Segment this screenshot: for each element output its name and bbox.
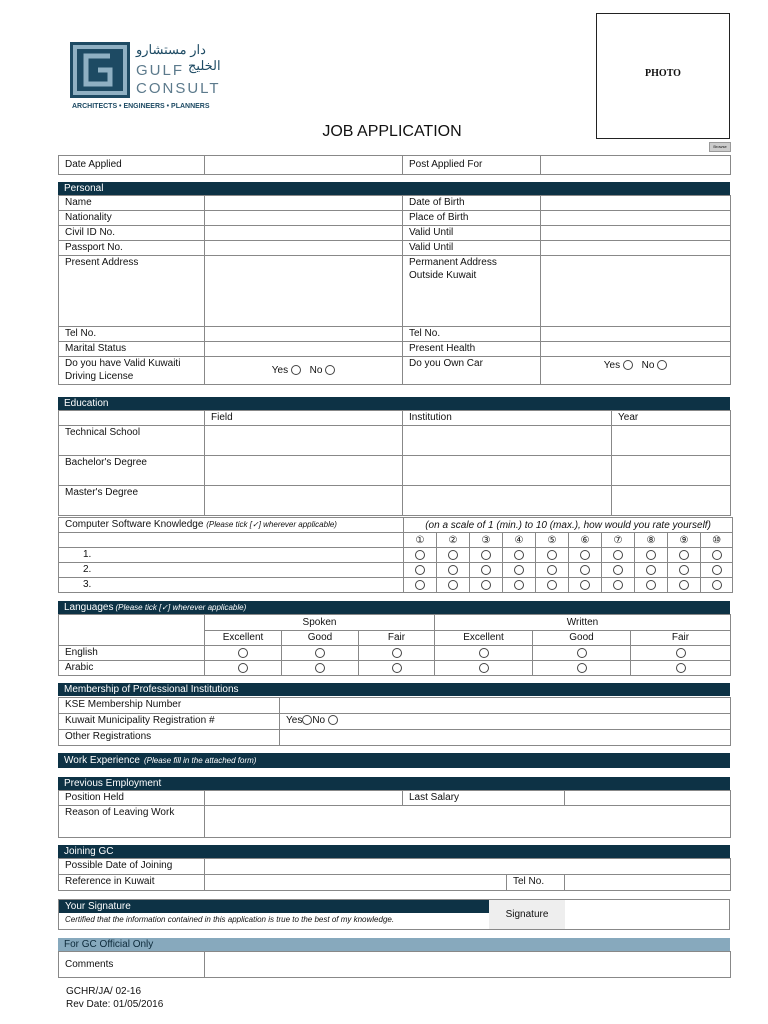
proficiency-cell [205, 646, 282, 661]
proficiency-radio[interactable] [392, 648, 402, 658]
salary-input[interactable] [565, 791, 731, 806]
driving-yes-radio[interactable] [291, 365, 301, 375]
joining-header: Joining GC [58, 845, 730, 858]
position-input[interactable] [205, 791, 403, 806]
proficiency-cell [359, 646, 435, 661]
proficiency-cell [205, 661, 282, 676]
car-no-radio[interactable] [657, 360, 667, 370]
no-label: No [309, 365, 323, 376]
rating-radio[interactable] [547, 550, 557, 560]
proficiency-cell [533, 661, 631, 676]
edu-row-label: Master's Degree [59, 486, 205, 516]
form-code: GCHR/JA/ 02-16 [66, 986, 142, 997]
rating-radio[interactable] [646, 580, 656, 590]
rating-cell [701, 578, 733, 593]
name-input[interactable] [205, 196, 403, 211]
rating-radio[interactable] [448, 550, 458, 560]
dob-input[interactable] [541, 196, 731, 211]
rating-radio[interactable] [448, 580, 458, 590]
pob-label: Place of Birth [403, 211, 541, 226]
scale-number: ⑨ [668, 533, 701, 548]
proficiency-radio[interactable] [315, 648, 325, 658]
own-car-label: Do you Own Car [403, 357, 541, 385]
language-label: English [59, 646, 205, 661]
languages-note: (Please tick [✓] wherever applicable) [115, 603, 247, 612]
joining-table [58, 858, 731, 891]
personal-header: Personal [58, 182, 730, 195]
education-table [58, 410, 731, 516]
rating-radio[interactable] [580, 565, 590, 575]
rating-cell [470, 548, 503, 563]
passport-label: Passport No. [59, 241, 205, 256]
education-header: Education [58, 397, 730, 410]
proficiency-level: Fair [631, 630, 731, 646]
bach-year-input[interactable] [612, 456, 731, 486]
software-row-label: 3. [59, 578, 404, 593]
software-note: (Please tick [✓] wherever applicable) [206, 520, 337, 529]
rating-radio[interactable] [514, 550, 524, 560]
marital-input[interactable] [205, 342, 403, 357]
rating-cell [701, 548, 733, 563]
languages-table [58, 614, 731, 676]
membership-table [58, 697, 731, 746]
scale-number: ⑩ [701, 533, 733, 548]
no-label: No [641, 360, 655, 371]
kse-input[interactable] [280, 698, 731, 714]
comments-label: Comments [59, 952, 205, 978]
work-experience-note: (Please fill in the attached form) [143, 756, 257, 765]
tel-label-2: Tel No. [403, 327, 541, 342]
nationality-input[interactable] [205, 211, 403, 226]
languages-title: Languages [64, 602, 114, 613]
proficiency-cell [533, 646, 631, 661]
rating-cell [536, 548, 569, 563]
kmr-options [280, 714, 731, 730]
proficiency-cell [282, 661, 359, 676]
rating-radio[interactable] [646, 550, 656, 560]
yes-label: Yes [271, 365, 289, 376]
certification-text: Certified that the information contained in this application is true to the best of my knowledge. [65, 915, 395, 924]
car-yes-radio[interactable] [623, 360, 633, 370]
rating-radio[interactable] [613, 580, 623, 590]
proficiency-radio[interactable] [238, 648, 248, 658]
work-experience-title: Work Experience [64, 755, 140, 766]
kmr-no-radio[interactable] [328, 715, 338, 725]
software-table [58, 517, 733, 593]
rating-radio[interactable] [679, 550, 689, 560]
marital-label: Marital Status [59, 342, 205, 357]
other-reg-input[interactable] [280, 730, 731, 746]
rating-radio[interactable] [481, 580, 491, 590]
kmr-yes-radio[interactable] [302, 715, 312, 725]
edu-row-label: Technical School [59, 426, 205, 456]
rating-cell [470, 563, 503, 578]
tel-input[interactable] [205, 327, 403, 342]
col-field: Field [205, 411, 403, 426]
rating-cell [536, 578, 569, 593]
scale-number: ⑤ [536, 533, 569, 548]
tel-label: Tel No. [59, 327, 205, 342]
joining-date-input[interactable] [205, 859, 731, 875]
rating-radio[interactable] [547, 565, 557, 575]
blank-cell [59, 411, 205, 426]
rating-cell [437, 563, 470, 578]
rating-radio[interactable] [481, 550, 491, 560]
master-institution-input[interactable] [403, 486, 612, 516]
proficiency-radio[interactable] [676, 648, 686, 658]
bach-field-input[interactable] [205, 456, 403, 486]
rating-cell [503, 548, 536, 563]
yes-label: Yes [286, 715, 303, 726]
rating-cell [404, 578, 437, 593]
joining-date-label: Possible Date of Joining [59, 859, 205, 875]
signature-label: Signature [489, 900, 565, 929]
civil-id-label: Civil ID No. [59, 226, 205, 241]
rating-cell [668, 578, 701, 593]
rating-radio[interactable] [712, 550, 722, 560]
rating-radio[interactable] [613, 550, 623, 560]
proficiency-level: Excellent [205, 630, 282, 646]
rating-cell [437, 578, 470, 593]
driving-options [205, 357, 403, 385]
post-applied-label: Post Applied For [403, 156, 541, 175]
reason-label: Reason of Leaving Work [59, 806, 205, 838]
passport-input[interactable] [205, 241, 403, 256]
kse-label: KSE Membership Number [59, 698, 280, 714]
permanent-address-label: Permanent Address Outside Kuwait [403, 256, 541, 327]
proficiency-level: Good [533, 630, 631, 646]
rating-cell [668, 548, 701, 563]
date-applied-label: Date Applied [59, 156, 205, 175]
rating-cell [503, 578, 536, 593]
rating-radio[interactable] [580, 550, 590, 560]
proficiency-cell [435, 646, 533, 661]
software-label-cell [59, 518, 404, 533]
rating-cell [404, 563, 437, 578]
proficiency-radio[interactable] [479, 648, 489, 658]
yes-label: Yes [603, 360, 621, 371]
master-year-input[interactable] [612, 486, 731, 516]
rating-cell [635, 578, 668, 593]
rating-cell [404, 548, 437, 563]
rating-cell [668, 563, 701, 578]
rating-radio[interactable] [481, 565, 491, 575]
tech-institution-input[interactable] [403, 426, 612, 456]
reference-input[interactable] [205, 875, 507, 891]
proficiency-cell [282, 646, 359, 661]
proficiency-radio[interactable] [577, 663, 587, 673]
spoken-header: Spoken [205, 615, 435, 631]
proficiency-radio[interactable] [315, 663, 325, 673]
previous-employment-header: Previous Employment [58, 777, 730, 790]
company-logo [70, 42, 240, 114]
work-experience-header [58, 753, 730, 768]
name-label: Name [59, 196, 205, 211]
rating-cell [503, 563, 536, 578]
photo-box[interactable] [596, 13, 730, 139]
other-reg-label: Other Registrations [59, 730, 280, 746]
health-input[interactable] [541, 342, 731, 357]
master-field-input[interactable] [205, 486, 403, 516]
present-address-label: Present Address [59, 256, 205, 327]
salary-label: Last Salary [403, 791, 565, 806]
reference-tel-input[interactable] [565, 875, 731, 891]
valid-until-label: Valid Until [403, 241, 541, 256]
scale-number: ① [404, 533, 437, 548]
proficiency-cell [631, 661, 731, 676]
permanent-address-input[interactable] [541, 256, 731, 327]
own-car-options [541, 357, 731, 385]
blank-cell [59, 533, 404, 548]
logo-tagline: ARCHITECTS • ENGINEERS • PLANNERS [72, 103, 210, 110]
nationality-label: Nationality [59, 211, 205, 226]
rating-radio[interactable] [712, 580, 722, 590]
driving-no-radio[interactable] [325, 365, 335, 375]
rating-cell [602, 563, 635, 578]
date-applied-input[interactable] [205, 156, 403, 175]
official-table [58, 951, 731, 978]
photo-browse-button[interactable]: Browse [709, 142, 731, 152]
top-row-table [58, 155, 731, 175]
logo-arabic-bottom: الخليج [188, 58, 221, 73]
written-header: Written [435, 615, 731, 631]
scale-number: ④ [503, 533, 536, 548]
logo-name-line1: GULF [136, 62, 185, 79]
languages-header [58, 601, 730, 614]
rating-radio[interactable] [415, 565, 425, 575]
gc-logo-mark-icon [70, 42, 130, 98]
no-label: No [312, 715, 326, 726]
comments-input[interactable] [205, 952, 731, 978]
proficiency-cell [631, 646, 731, 661]
civil-valid-input[interactable] [541, 226, 731, 241]
civil-id-input[interactable] [205, 226, 403, 241]
rating-cell [602, 548, 635, 563]
photo-label: PHOTO [645, 68, 681, 79]
rating-cell [536, 563, 569, 578]
logo-arabic-top: دار مستشارو [136, 42, 206, 57]
health-label: Present Health [403, 342, 541, 357]
proficiency-cell [435, 661, 533, 676]
signature-input[interactable] [565, 900, 729, 929]
rating-radio[interactable] [448, 565, 458, 575]
software-row-label: 2. [59, 563, 404, 578]
rating-radio[interactable] [679, 565, 689, 575]
logo-name-line2: CONSULT [136, 80, 221, 97]
proficiency-radio[interactable] [577, 648, 587, 658]
official-header: For GC Official Only [58, 938, 730, 951]
rating-cell [602, 578, 635, 593]
valid-until-label: Valid Until [403, 226, 541, 241]
passport-valid-input[interactable] [541, 241, 731, 256]
position-label: Position Held [59, 791, 205, 806]
proficiency-radio[interactable] [392, 663, 402, 673]
reference-label: Reference in Kuwait [59, 875, 205, 891]
col-year: Year [612, 411, 731, 426]
rating-cell [635, 563, 668, 578]
software-label: Computer Software Knowledge [65, 519, 204, 530]
language-label: Arabic [59, 661, 205, 676]
rating-cell [701, 563, 733, 578]
tech-field-input[interactable] [205, 426, 403, 456]
rating-radio[interactable] [547, 580, 557, 590]
rating-radio[interactable] [514, 580, 524, 590]
proficiency-radio[interactable] [676, 663, 686, 673]
rating-cell [470, 578, 503, 593]
rating-cell [569, 548, 602, 563]
rating-radio[interactable] [613, 565, 623, 575]
signature-header: Your Signature [59, 900, 489, 913]
scale-number: ⑧ [635, 533, 668, 548]
previous-table [58, 790, 731, 838]
membership-header: Membership of Professional Institutions [58, 683, 730, 696]
dob-label: Date of Birth [403, 196, 541, 211]
kmr-label: Kuwait Municipality Registration # [59, 714, 280, 730]
rating-radio[interactable] [712, 565, 722, 575]
proficiency-radio[interactable] [238, 663, 248, 673]
proficiency-level: Good [282, 630, 359, 646]
page-title: JOB APPLICATION [322, 123, 462, 140]
rating-radio[interactable] [580, 580, 590, 590]
proficiency-radio[interactable] [479, 663, 489, 673]
proficiency-level: Fair [359, 630, 435, 646]
scale-note: (on a scale of 1 (min.) to 10 (max.), how would you rate yourself) [404, 518, 733, 533]
proficiency-cell [359, 661, 435, 676]
rating-radio[interactable] [514, 565, 524, 575]
rating-radio[interactable] [415, 550, 425, 560]
post-applied-input[interactable] [541, 156, 731, 175]
rating-cell [635, 548, 668, 563]
rating-cell [569, 578, 602, 593]
driving-label: Do you have Valid Kuwaiti Driving License [59, 357, 205, 385]
tel-input-2[interactable] [541, 327, 731, 342]
present-address-input[interactable] [205, 256, 403, 327]
personal-table [58, 195, 731, 385]
rating-cell [437, 548, 470, 563]
bach-institution-input[interactable] [403, 456, 612, 486]
scale-number: ② [437, 533, 470, 548]
col-institution: Institution [403, 411, 612, 426]
software-row-label: 1. [59, 548, 404, 563]
rating-cell [569, 563, 602, 578]
rating-radio[interactable] [415, 580, 425, 590]
blank-cell [59, 615, 205, 646]
edu-row-label: Bachelor's Degree [59, 456, 205, 486]
signature-block [58, 899, 730, 930]
scale-number: ③ [470, 533, 503, 548]
reference-tel-label: Tel No. [507, 875, 565, 891]
rating-radio[interactable] [679, 580, 689, 590]
reason-input[interactable] [205, 806, 731, 838]
tech-year-input[interactable] [612, 426, 731, 456]
pob-input[interactable] [541, 211, 731, 226]
revision-date: Rev Date: 01/05/2016 [66, 999, 164, 1010]
proficiency-level: Excellent [435, 630, 533, 646]
scale-number: ⑦ [602, 533, 635, 548]
scale-number: ⑥ [569, 533, 602, 548]
rating-radio[interactable] [646, 565, 656, 575]
